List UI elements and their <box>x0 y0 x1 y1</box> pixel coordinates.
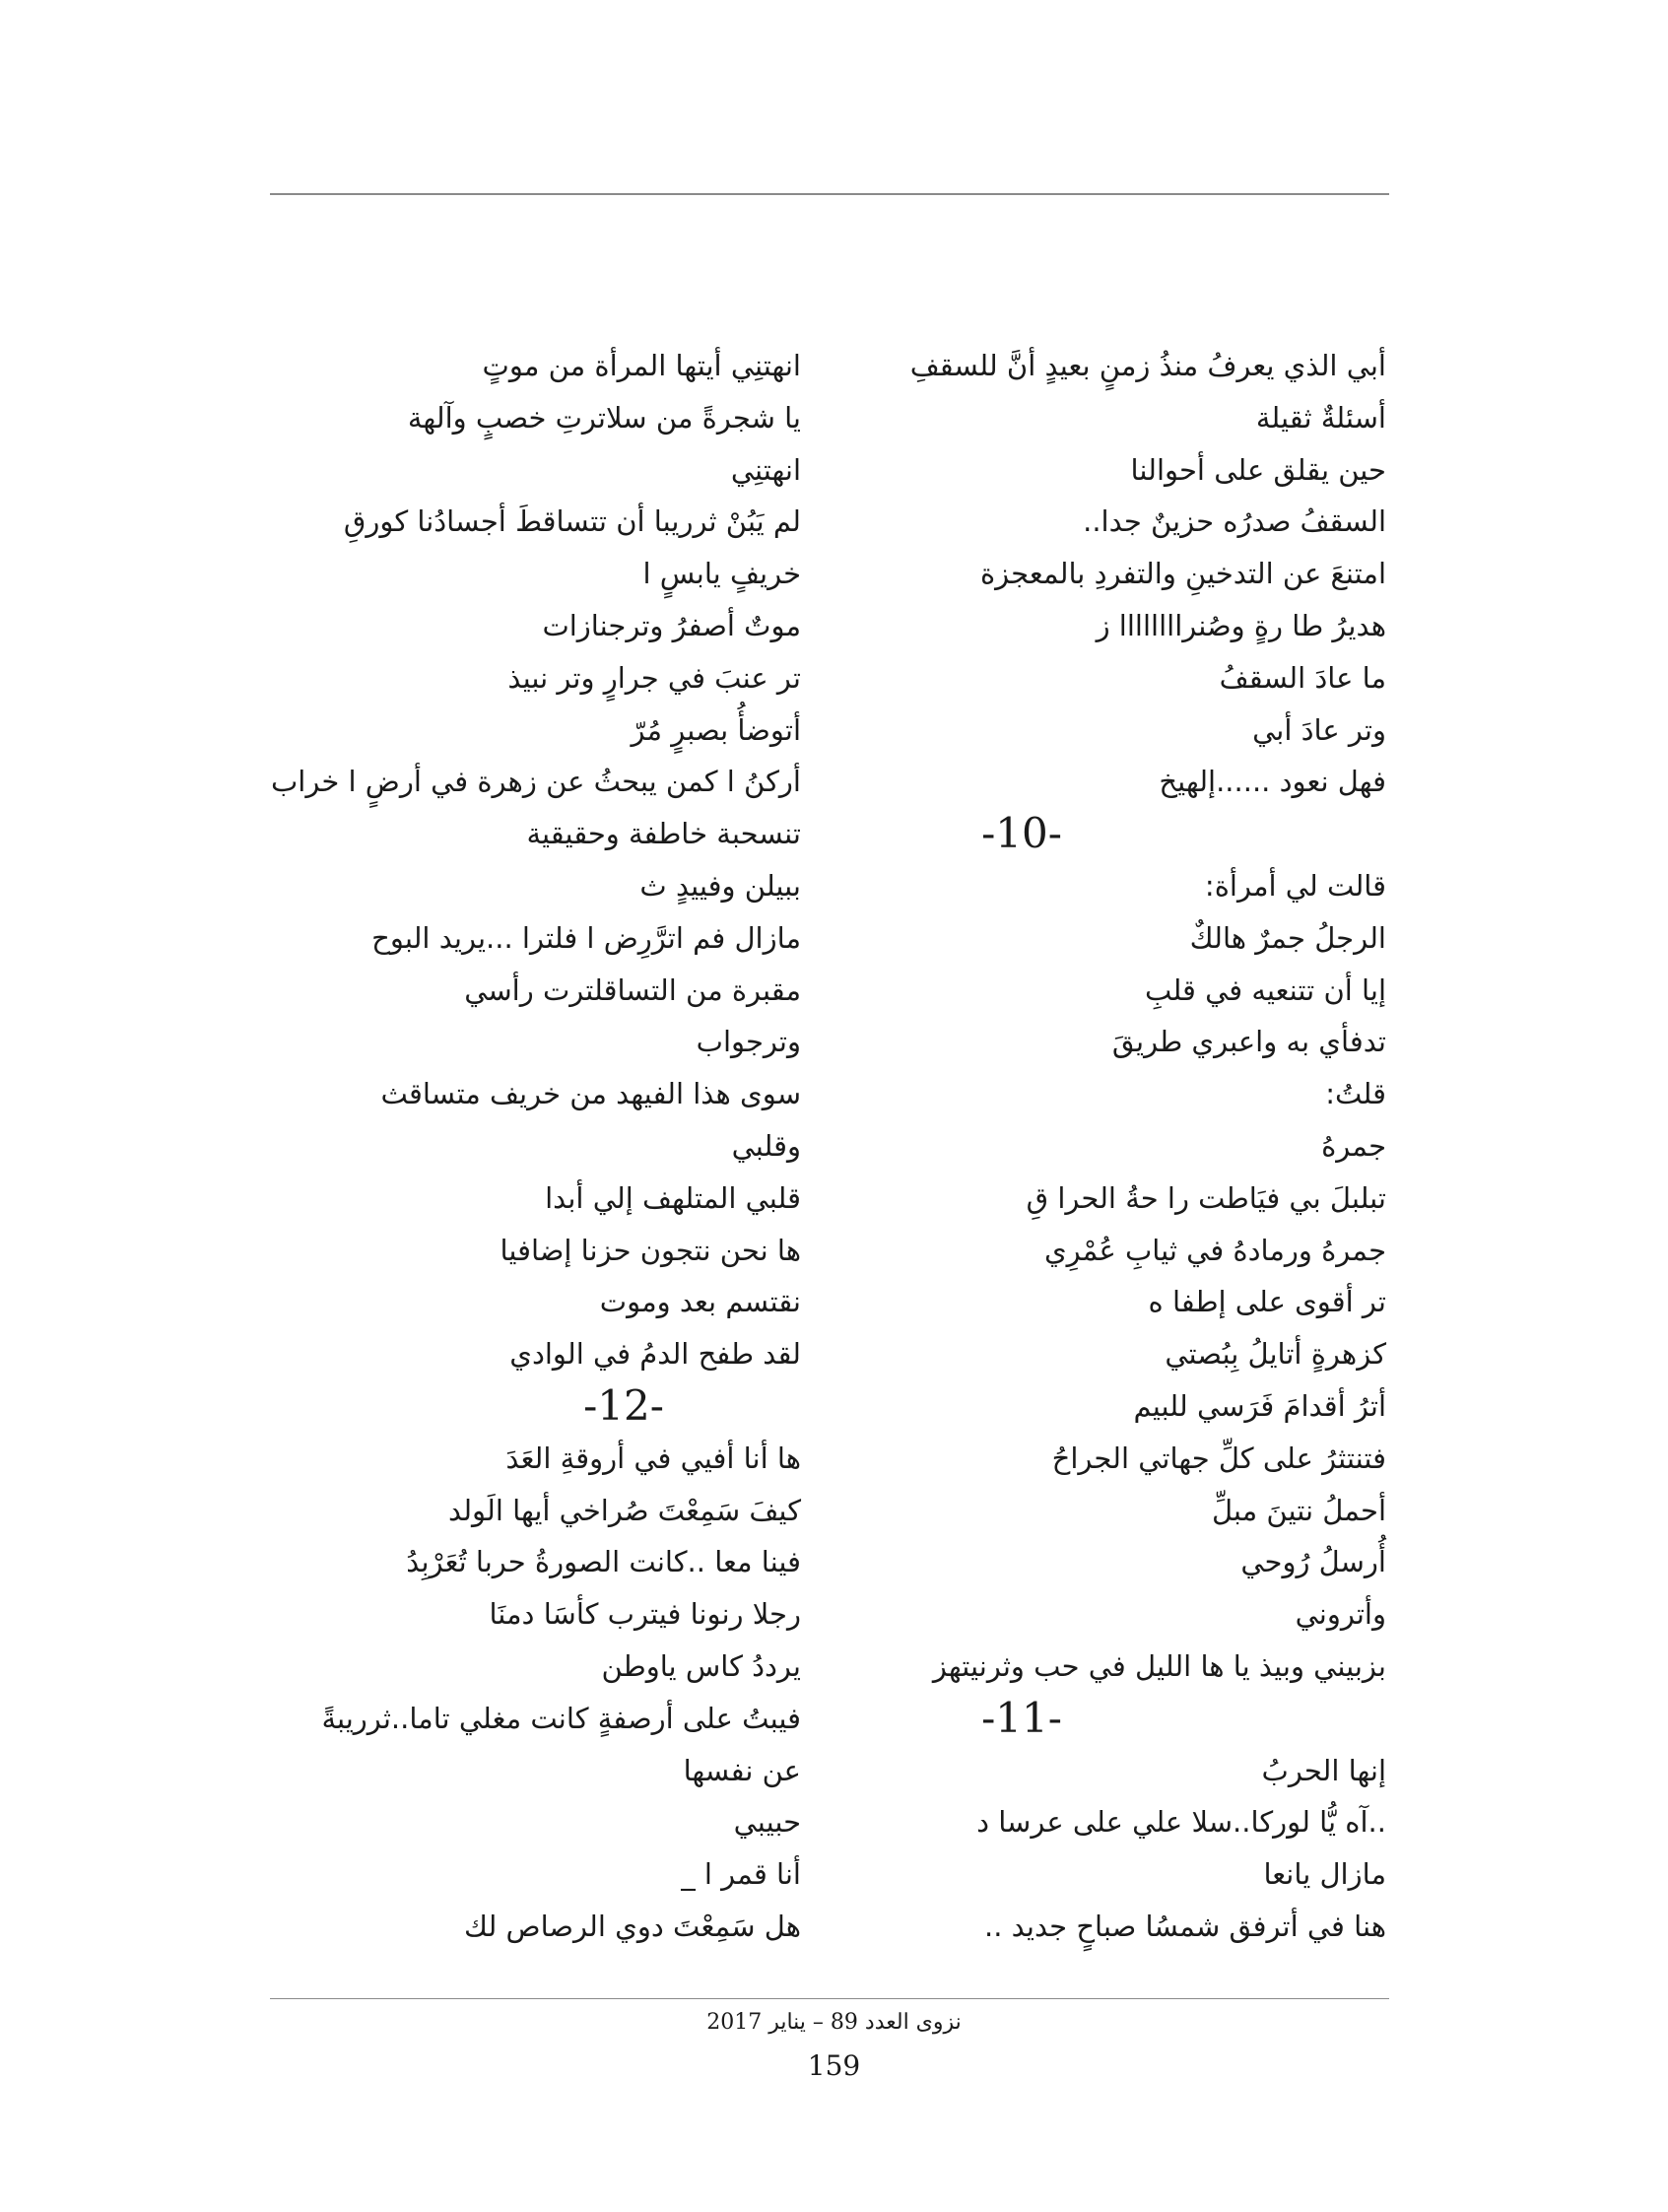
poem-line-right: أسئلةٌ ثقيلة <box>1255 400 1386 435</box>
poem-line-right: أبي الذي يعرفُ منذُ زمنٍ بعيدٍ أنَّ للسقفِ <box>909 349 1386 382</box>
poem-line-right: الرجلُ جمرٌ هالكٌ <box>1189 920 1386 955</box>
poem-line-right: أُرسلُ رُوحي <box>1240 1545 1386 1579</box>
footer-rule <box>270 1998 1389 1999</box>
poem-line-right: فهل نعود ......إلهيخ <box>1159 765 1386 799</box>
poem-line-right: جمرهُ <box>1321 1128 1386 1163</box>
poem-line-right: ..آه يُّا لوركا..سلا علي على عرسا د <box>976 1805 1386 1840</box>
poem-line-left: قلبي المتلهف إلي أبدا <box>545 1180 801 1215</box>
poem-line-right: بزبيني وبيذ يا ها الليل في حب وثرنيتهز <box>932 1648 1386 1683</box>
poem-line-left: وقلبي <box>731 1128 801 1163</box>
poem-line-left: انهتنِي <box>730 452 801 487</box>
poem-line-left: عن نفسها <box>683 1753 801 1787</box>
poem-line-left: مقبرة من التساقلترت رأسي <box>464 972 801 1007</box>
poem-line-left: لقد طفح الدمُ في الوادي <box>509 1337 801 1372</box>
poem-line-left: يا شجرةً من سلاترتِ خصبٍ وآلهة <box>407 400 801 435</box>
section-number-right: -11- <box>981 1693 1062 1742</box>
poem-line-right: تبلبلَ بي فيَاطت را حةُ الحرا قِ <box>1026 1180 1386 1215</box>
poem-line-right: جمرهُ ورمادهُ في ثيابِ عُمْرِي <box>1043 1233 1386 1267</box>
journal-issue-line: نزوى العدد 89 – يناير 2017 <box>706 2010 962 2035</box>
poem-line-right: مازال يانعا <box>1263 1857 1386 1892</box>
poem-line-left: أنا قمر ا _ <box>681 1857 801 1892</box>
section-number-left: -12- <box>583 1380 664 1430</box>
poem-line-left: انهتنِي أيتها المرأة من موتٍ <box>482 349 801 382</box>
poem-column-right <box>834 340 1386 1953</box>
poem-line-right: فتنتثرُ على كلِّ جهاتي الجراحُ <box>1051 1441 1386 1475</box>
poem-line-left: حبيبي <box>733 1805 801 1840</box>
poem-line-left: ها أنا أفيي في أروقةِ العَدَ <box>505 1441 801 1475</box>
poem-line-left: فيبتُ على أرصفةٍ كانت مغلي تاما..ثرريبةً <box>321 1701 801 1735</box>
poem-line-left: موتٌ أصفرُ وترجنازات <box>542 608 801 642</box>
page-number: 159 <box>807 2049 861 2082</box>
poem-line-left: هل سَمِعْتَ دوي الرصاص لك <box>464 1909 801 1943</box>
poem-line-right: هديرُ طا رةٍ وصُنراااااااا ز <box>1096 608 1386 642</box>
poem-line-left: سوى هذا الفيهد من خريف متساقث <box>380 1077 801 1111</box>
poem-line-right: قالت لي أمرأة: <box>1204 868 1386 903</box>
poem-line-left: يرددُ كاس ياوطن <box>601 1648 801 1683</box>
poem-line-left: ببيلن وفييدٍ ث <box>639 868 801 903</box>
poem-line-right: امتنعَ عن التدخينِ والتفردِ بالمعجزة <box>979 557 1386 591</box>
poem-line-right: إيا أن تتنعيه في قلبِ <box>1144 972 1386 1007</box>
poem-line-right: أترُ أقدامَ فَرَسي للبيم <box>1133 1388 1386 1423</box>
poem-line-left: لم يَبُنْ ثرريبا أن تتساقطَ أجسادُنا كورقِ <box>343 504 801 539</box>
poem-line-left: كيفَ سَمِعْتَ صُراخي أيها الَولد <box>447 1493 801 1527</box>
poem-line-right: وأتروني <box>1295 1597 1386 1632</box>
poem-line-left: تر عنبَ في جرارٍ وتر نبيذ <box>507 660 801 695</box>
poem-line-right: ما عادَ السقفُ <box>1219 660 1386 695</box>
poem-line-right: كزهرةٍ أتايلُ بِبُصتي <box>1165 1337 1386 1372</box>
poem-line-right: حين يقلق على أحوالنا <box>1130 452 1386 487</box>
poem-column-left <box>190 340 801 1953</box>
poem-line-left: خريفٍ يابسٍ ا <box>642 557 801 591</box>
poem-line-left: أتوضأُ بصبرٍ مُرّ <box>631 712 801 747</box>
poem-line-left: ها نحن نتجون حزنا إضافيا <box>500 1233 801 1267</box>
poem-line-right: تدفأي به واعبري طريقَ <box>1111 1025 1386 1059</box>
header-rule <box>270 193 1389 195</box>
poem-line-right: السقفُ صدرُه حزينٌ جدا.. <box>1083 504 1386 539</box>
poem-line-left: أركنُ ا كمن يبحثُ عن زهرة في أرضٍ ا خراب <box>270 765 801 799</box>
poem-line-right: هنا في أترفق شمسُا صباحٍ جديد .. <box>984 1909 1386 1943</box>
section-number-right: -10- <box>981 809 1062 858</box>
poem-line-right: أحملُ نتينَ مبلِّ <box>1211 1493 1386 1527</box>
poem-line-left: رجلا رنونا فيترب كأسَا دمنَا <box>489 1597 801 1632</box>
poem-line-left: نقتسم بعد وموت <box>599 1285 801 1319</box>
poem-line-left: تنسحبة خاطفة وحقيقية <box>526 817 801 851</box>
poem-line-right: تر أقوى على إطفا ه <box>1148 1285 1386 1319</box>
poem-line-right: إنها الحربُ <box>1261 1753 1386 1787</box>
poem-line-left: مازال فم اترَّرِض ا فلترا ...يريد البوح <box>371 920 801 955</box>
poem-line-left: وترجواب <box>696 1025 801 1059</box>
poem-line-right: وتر عادَ أبي <box>1252 712 1386 747</box>
poem-line-left: فينا معا ..كانت الصورةُ حربا تُعَرْبِدُ <box>406 1545 801 1579</box>
poem-line-right: قلتُ: <box>1325 1077 1386 1111</box>
